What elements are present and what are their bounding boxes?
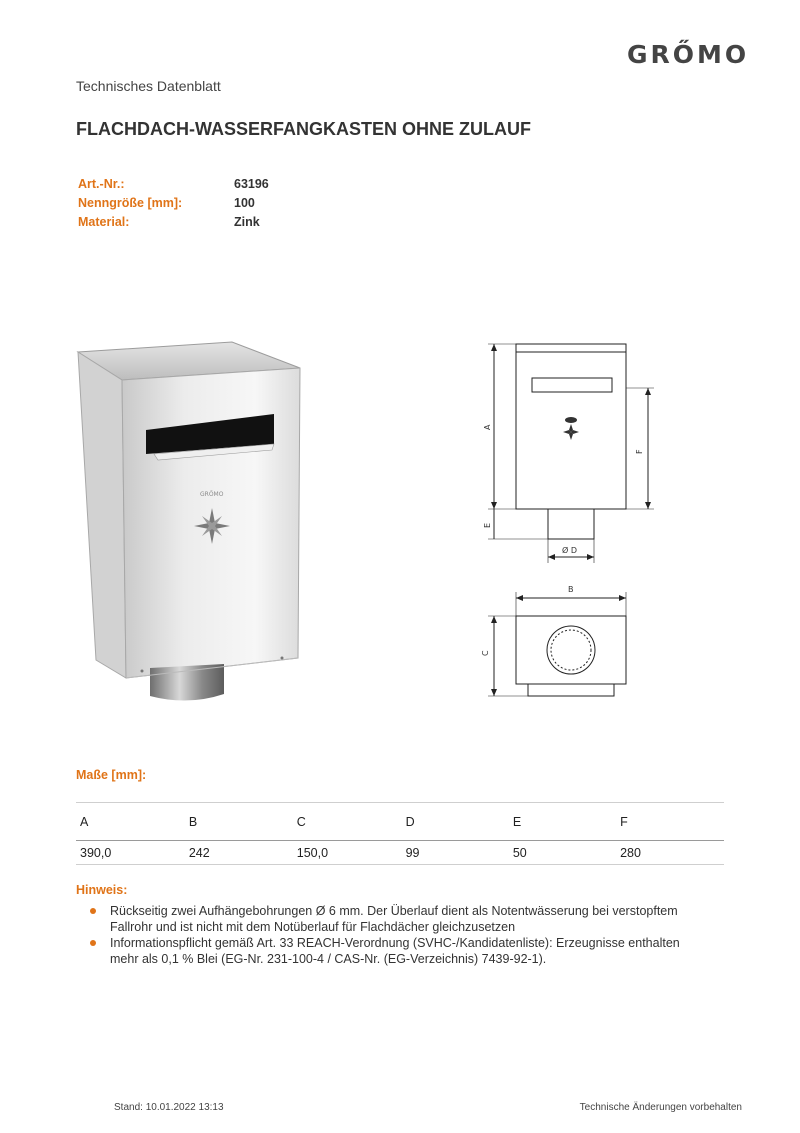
spec-row — [78, 194, 269, 213]
table-cell: 99 — [405, 845, 420, 860]
stamp-text: GRŐMO — [200, 491, 224, 498]
spec-value: Zink — [234, 215, 260, 229]
table-row — [76, 841, 724, 865]
spec-value: 100 — [234, 196, 255, 210]
footer-disclaimer: Technische Änderungen vorbehalten — [579, 1102, 742, 1113]
column-header: E — [512, 814, 522, 829]
table-cell: 50 — [512, 845, 527, 860]
spec-label: Material: — [78, 215, 130, 229]
notes-heading: Hinweis: — [76, 883, 128, 897]
list-item — [88, 935, 688, 967]
brand-logo: GRŐMO — [627, 40, 750, 69]
column-header: C — [296, 814, 306, 829]
spec-list — [78, 175, 269, 232]
notes-list — [88, 903, 688, 967]
spec-row — [78, 213, 269, 232]
table-cell: 280 — [620, 845, 641, 860]
note-text: Informationspflicht gemäß Art. 33 REACH-Verordnung (SVHC-/Kandidatenliste): Erzeugnisse enthalten mehr als 0,1 % Blei (EG-Nr. 231-100-4 / CAS-Nr. (EG-Verzeichnis) 7439-92-1). — [110, 936, 680, 966]
spec-label: Nenngröße [mm]: — [78, 196, 183, 210]
column-header: A — [80, 814, 89, 829]
spec-value: 63196 — [234, 177, 269, 191]
table-cell: 242 — [188, 845, 210, 860]
note-text: Rückseitig zwei Aufhängebohrungen Ø 6 mm. Der Überlauf dient als Notentwässerung bei verstopftem Fallrohr und ist nicht mit dem Notüberlauf für Flachdächer gleichzusetzen — [110, 904, 678, 934]
dimensions-table — [76, 802, 724, 865]
column-header: B — [188, 814, 198, 829]
dim-label-a: A — [483, 424, 492, 430]
product-title: FLACHDACH-WASSERFANGKASTEN OHNE ZULAUF — [76, 119, 531, 139]
column-header: D — [405, 814, 415, 829]
dim-label-d: Ø D — [562, 546, 577, 555]
spec-row — [78, 175, 269, 194]
product-photo — [72, 338, 312, 708]
dim-label-b: B — [568, 585, 574, 594]
list-item — [88, 903, 688, 935]
table-cell: 390,0 — [80, 845, 112, 860]
dim-label-c: C — [481, 650, 490, 656]
footer-date: Stand: 10.01.2022 13:13 — [114, 1102, 224, 1113]
dimensions-heading: Maße [mm]: — [76, 768, 147, 782]
compass-star-icon — [563, 417, 579, 440]
column-header: F — [620, 814, 628, 829]
dim-label-f: F — [635, 449, 644, 454]
document-type: Technisches Datenblatt — [76, 78, 221, 94]
technical-drawing-front — [476, 332, 666, 572]
table-cell: 150,0 — [296, 845, 329, 860]
table-header-row — [76, 803, 724, 841]
dim-label-e: E — [483, 522, 492, 528]
spec-label: Art.-Nr.: — [78, 177, 125, 191]
technical-drawing-top — [476, 578, 666, 708]
bullet-icon — [90, 908, 96, 914]
bullet-icon — [90, 940, 96, 946]
